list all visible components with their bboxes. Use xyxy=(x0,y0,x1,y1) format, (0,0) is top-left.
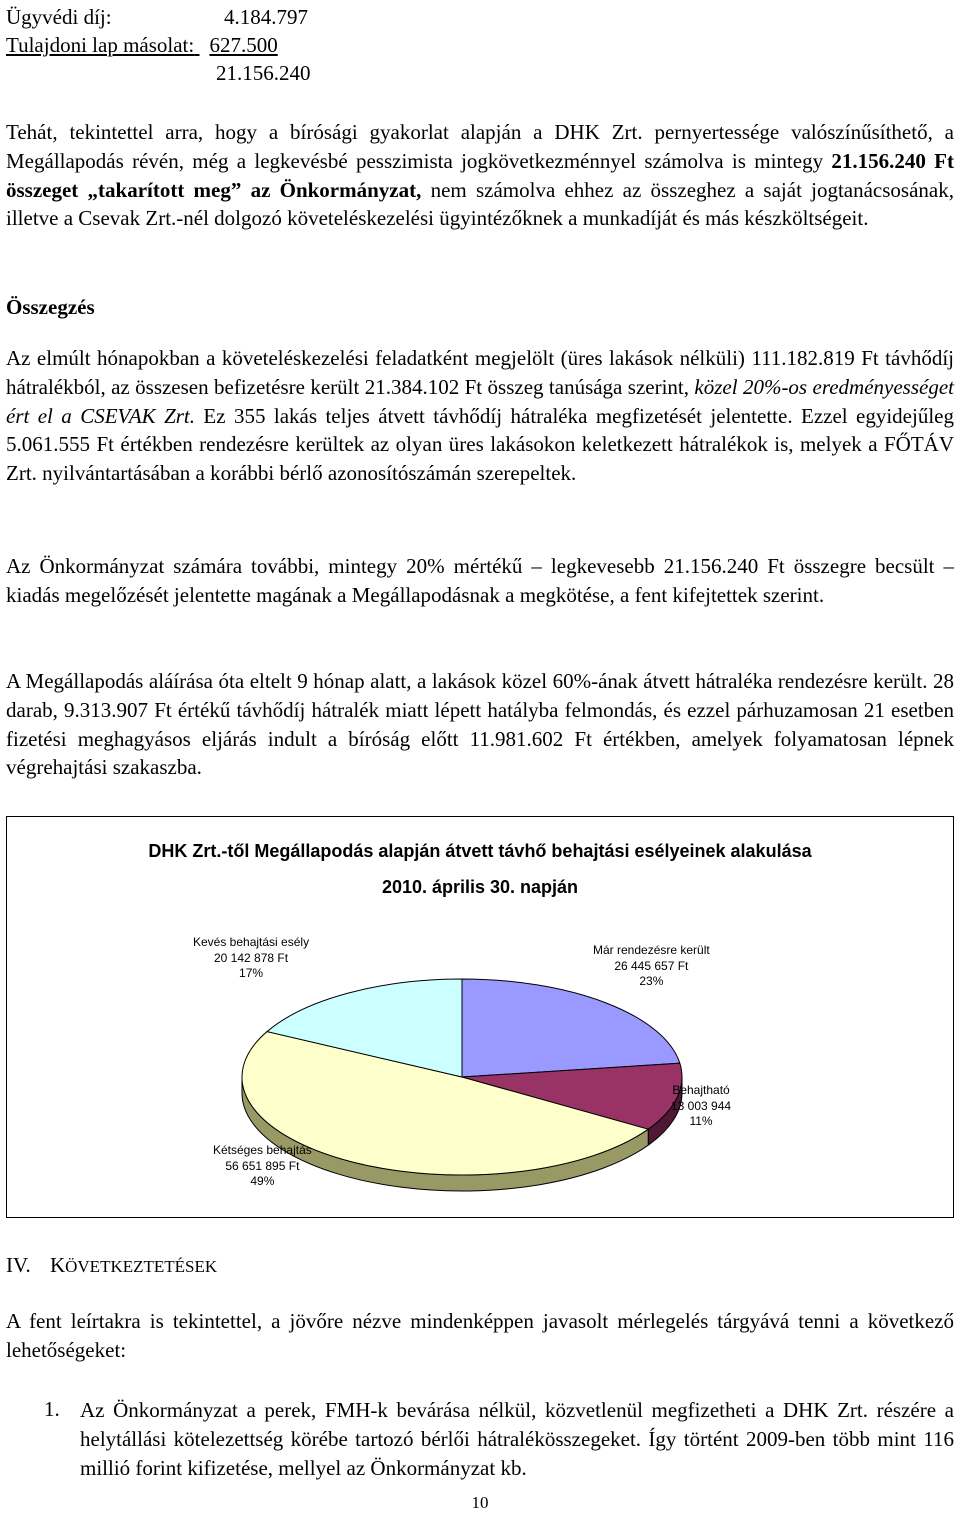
slice-percent: 17% xyxy=(239,966,264,980)
slice-name: Már rendezésre került xyxy=(593,943,710,957)
fee-value: 4.184.797 xyxy=(224,5,308,29)
list-item: Az Önkormányzat a perek, FMH-k bevárása nélkül, közvetlenül megfizetheti a DHK Zrt. részére a helytállási kötelezettség körébe tartozó bérlői hátralékösszegeket. Így történt 2009-ben több mint 116 millió forint kifizetése, mellyel az Önkormányzat kb. xyxy=(80,1398,954,1480)
text-run: Tehát, tekintettel arra, hogy a bírósági gyakorlat alapján a DHK Zrt. pernyertessége valószínűsíthető, a Megállapodás révén, még a legkevésbé pesszimista jogkövetkezménnyel számolva is mintegy xyxy=(6,120,954,173)
slice-value: 26 445 657 Ft xyxy=(614,958,689,973)
label-low-chance xyxy=(193,935,309,982)
list-number: 1. xyxy=(44,1397,60,1421)
fee-label: Tulajdoni lap másolat: xyxy=(6,33,195,57)
slice-percent: 49% xyxy=(250,1174,275,1188)
label-collectible xyxy=(671,1083,731,1130)
section-heading xyxy=(6,1252,217,1280)
paragraph-results xyxy=(6,344,954,488)
paragraph-progress: A Megállapodás aláírása óta eltelt 9 hónap alatt, a lakások közel 60%-ának átvett hátraléka rendezésre került. 28 darab, 9.313.907 Ft értékű távhődíj hátralék miatt lépett hatályba felmondás, és ezzel párhuzamosan 21 esetben fizetési meghagyásos eljárás indult a bíróság előtt 11.981.602 Ft értékben, amelyek folyamatosan lépnek végrehajtási szakaszba. xyxy=(6,669,954,780)
text-run: Ez 355 lakás teljes átvett távhődíj hátraléka megfizetését jelentette. Ezzel egyidejűleg 5.061.555 Ft értékben rendezésre kerültek az olyan üres lakásokon keletkezett hátralékok is, melyek a FŐTÁV Zrt. nyilvántartásában a korábbi bérlő azonosítószámán szerepeltek. xyxy=(6,403,954,486)
paragraph-recommendation: A fent leírtakra is tekintettel, a jövőre nézve mindenképpen javasolt mérlegelés tárgyává tenni a következő lehetőségeket: xyxy=(6,1309,954,1362)
chart-subtitle: 2010. április 30. napján xyxy=(381,877,579,897)
section-title: ÖVETKEZTETÉSEK xyxy=(65,1257,218,1276)
fee-value: 627.500 xyxy=(209,33,278,57)
text-run: nem számolva ehhez az összeghez a saját jogtanácsosának, illetve a Csevak Zrt.-nél dolgozó követeléskezelési ügyintézőknek a munkadíját és más készköltségeit. xyxy=(6,177,954,231)
heading-summary: Összegzés xyxy=(6,295,95,319)
slice-percent: 23% xyxy=(639,974,664,988)
label-doubtful xyxy=(213,1143,312,1190)
emphasis-savings: 21.156.240 Ft összeget „takarított meg” az Önkormányzat, xyxy=(6,148,954,202)
slice-value: 56 651 895 Ft xyxy=(225,1158,300,1173)
emphasis-effectiveness: közel 20%-os eredményességet ért el a CSEVAK Zrt. xyxy=(6,374,954,428)
section-title-initial: K xyxy=(49,1253,66,1277)
text-run: Az elmúlt hónapokban a követeléskezelési feladatként megjelölt (üres lakások nélküli) 111.182.819 Ft távhődíj hátralékból, az összesen befizetésre került 21.384.102 Ft összeg tanúsága szerint, xyxy=(6,346,954,399)
pie-slice xyxy=(462,979,680,1077)
slice-name: Kevés behajtási esély xyxy=(193,935,310,949)
label-settled xyxy=(593,943,710,990)
fee-line-attorney xyxy=(6,4,308,31)
slice-value: 20 142 878 Ft xyxy=(214,950,289,965)
chart-title: DHK Zrt.-től Megállapodás alapján átvett távhő behajtási esélyeinek alakulása xyxy=(148,841,812,861)
slice-name: Behajtható xyxy=(672,1083,730,1097)
section-number: IV. xyxy=(6,1253,31,1277)
page-number: 10 xyxy=(471,1493,489,1512)
fee-total: 21.156.240 xyxy=(216,61,311,85)
paragraph-prevention: Az Önkormányzat számára további, mintegy 20% mértékű – legkevesebb 21.156.240 Ft összegre becsült – kiadás megelőzését jelentette magának a Megállapodásnak a megkötése, a fent kifejtettek szerint. xyxy=(6,554,954,607)
slice-name: Kétséges behajtás xyxy=(213,1143,312,1157)
pie-chart xyxy=(7,817,953,1217)
pie-chart-frame xyxy=(6,816,954,1218)
slice-percent: 11% xyxy=(689,1114,713,1128)
slice-value: 13 003 944 xyxy=(671,1098,732,1113)
paragraph-savings xyxy=(6,118,954,233)
fee-line-land-registry xyxy=(6,32,278,59)
fee-label: Ügyvédi díj: xyxy=(6,5,112,29)
